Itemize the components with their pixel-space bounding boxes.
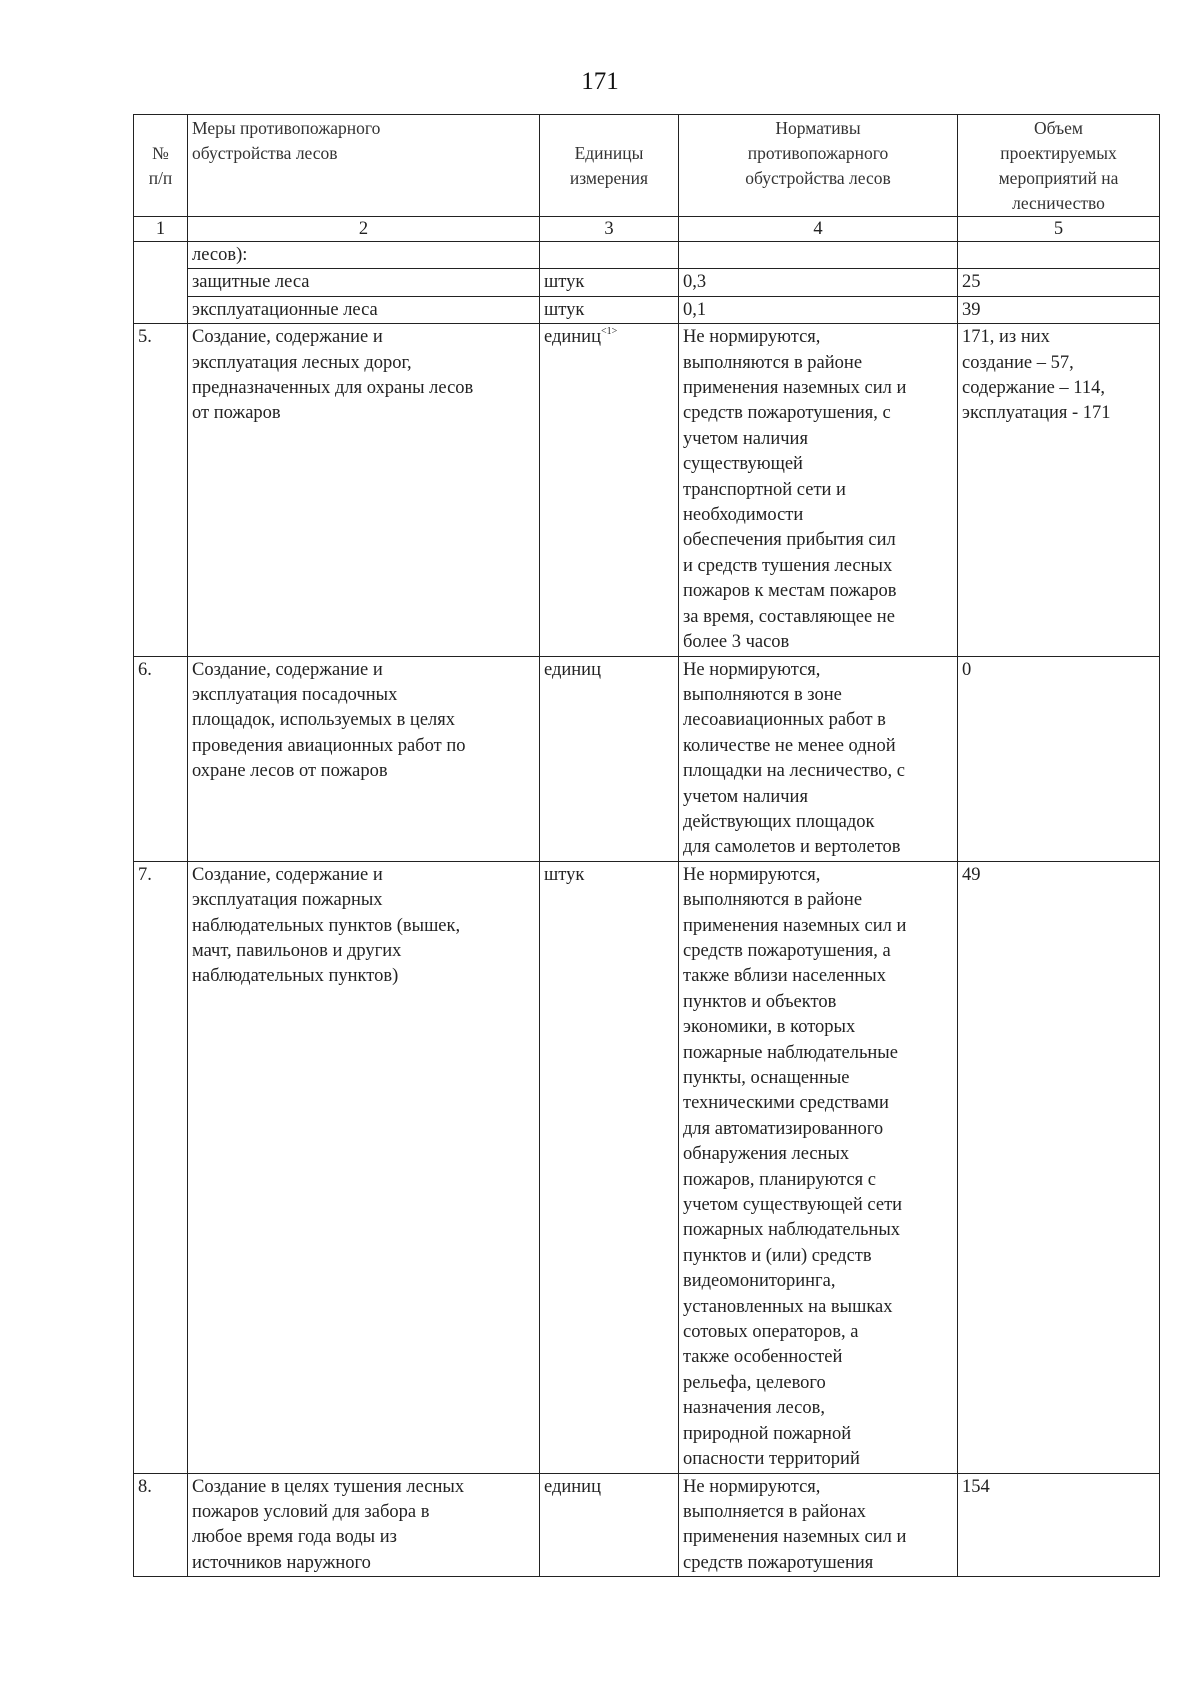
column-number: 3 [540, 217, 679, 242]
measure-cell: эксплуатационные леса [188, 296, 540, 323]
volume-cell: 25 [958, 269, 1160, 296]
norm-cell: 0,3 [679, 269, 958, 296]
continuation-label: лесов): [188, 242, 540, 269]
column-number: 4 [679, 217, 958, 242]
unit-cell [540, 324, 679, 656]
num-cell: 7. [134, 861, 188, 1473]
page-number: 171 [581, 68, 619, 95]
table-row [134, 269, 1160, 296]
table-row [134, 296, 1160, 323]
num-cell: 8. [134, 1473, 188, 1577]
measure-cell: защитные леса [188, 269, 540, 296]
measure-cell: Создание, содержание и эксплуатация пожарных наблюдательных пунктов (вышек, мачт, павильонов и других наблюдательных пунктов) [188, 861, 540, 1473]
unit-cell: штук [540, 296, 679, 323]
volume-cell: 0 [958, 656, 1160, 861]
table-row [134, 861, 1160, 1473]
empty-cell [540, 242, 679, 269]
norm-cell: Не нормируются, выполняется в районах применения наземных сил и средств пожаротушения [679, 1473, 958, 1577]
table-row [134, 1473, 1160, 1577]
table-row [134, 656, 1160, 861]
header-num: № п/п [134, 115, 188, 217]
table-row [134, 324, 1160, 656]
measure-cell: Создание в целях тушения лесных пожаров условий для забора в любое время года воды из источников наружного [188, 1473, 540, 1577]
column-number: 2 [188, 217, 540, 242]
table-header-row [134, 115, 1160, 217]
column-number: 1 [134, 217, 188, 242]
unit-cell: штук [540, 269, 679, 296]
header-volume: Объем проектируемых мероприятий на лесничество [958, 115, 1160, 217]
volume-cell: 171, из них создание – 57, содержание – 114, эксплуатация - 171 [958, 324, 1160, 656]
norm-cell: Не нормируются, выполняются в районе применения наземных сил и средств пожаротушения, а также вблизи населенных пунктов и объектов экономики, в которых пожарные наблюдательные пункты, оснащенные техническими средствами для автоматизированного обнаружения лесных пожаров, планируются с учетом существующей сети пожарных наблюдательных пунктов и (или) средств видеомониторинга, установленных на вышках сотовых операторов, а также особенностей рельефа, целевого назначения лесов, природной пожарной опасности территорий [679, 861, 958, 1473]
num-cell: 6. [134, 656, 188, 861]
header-norm: Нормативы противопожарного обустройства лесов [679, 115, 958, 217]
unit-cell: единиц [540, 656, 679, 861]
footnote-marker: <1> [600, 326, 618, 338]
volume-cell: 49 [958, 861, 1160, 1473]
empty-cell [958, 242, 1160, 269]
continuation-label-row [134, 242, 1160, 269]
column-number: 5 [958, 217, 1160, 242]
unit-text: единиц [544, 327, 601, 348]
fire-prevention-table [133, 114, 1160, 1577]
continuation-num-cell [134, 242, 188, 324]
volume-cell: 39 [958, 296, 1160, 323]
norm-cell: Не нормируются, выполняются в районе применения наземных сил и средств пожаротушения, с учетом наличия существующей транспортной сети и необходимости обеспечения прибытия сил и средств тушения лесных пожаров к местам пожаров за время, составляющее не более 3 часов [679, 324, 958, 656]
volume-cell: 154 [958, 1473, 1160, 1577]
norm-cell: 0,1 [679, 296, 958, 323]
column-number-row [134, 217, 1160, 242]
norm-cell: Не нормируются, выполняются в зоне лесоавиационных работ в количестве не менее одной площадки на лесничество, с учетом наличия действующих площадок для самолетов и вертолетов [679, 656, 958, 861]
measure-cell: Создание, содержание и эксплуатация лесных дорог, предназначенных для охраны лесов от пожаров [188, 324, 540, 656]
unit-cell: единиц [540, 1473, 679, 1577]
measure-cell: Создание, содержание и эксплуатация посадочных площадок, используемых в целях проведения авиационных работ по охране лесов от пожаров [188, 656, 540, 861]
empty-cell [679, 242, 958, 269]
num-cell: 5. [134, 324, 188, 656]
unit-cell: штук [540, 861, 679, 1473]
header-measure: Меры противопожарного обустройства лесов [188, 115, 540, 217]
header-unit: Единицы измерения [540, 115, 679, 217]
